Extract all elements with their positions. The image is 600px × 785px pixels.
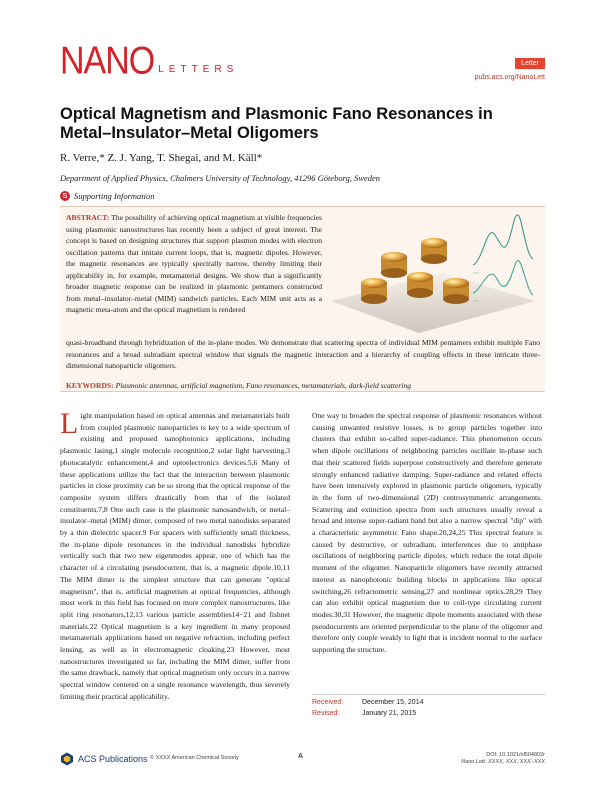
pentamer-disk-2 bbox=[421, 238, 447, 264]
journal-header bbox=[60, 40, 545, 82]
revised-row bbox=[312, 710, 545, 717]
received-row bbox=[312, 699, 545, 706]
acs-publications-logo[interactable] bbox=[60, 752, 148, 766]
copyright: © XXXX American Chemical Society bbox=[150, 755, 239, 761]
supporting-info-icon: S bbox=[60, 191, 70, 201]
acs-hexagon-icon bbox=[60, 752, 74, 766]
left-column-text: ight manipulation based on optical antennas and metamaterials built from coupled plasmonic nanoparticles is key to a wide spectrum of existing and proposed nanophotonics applications, including plasmonic lasing,1 single molecule recognition,2 solar light harvesting,3 photocatalytic enhancement,4 and optoelectronics devices.5,6 Many of these applications utilize the fact that the interaction between plasmonic particles in close proximity can be so strong that the optical response of the composite system differs drastically from that of the isolated constituents.7,8 One such case is the plasmonic nanosandwich, or metal–insulator–metal (MIM) dimer, composed of two metal nanodisks separated by a thin dielectric spacer.9 For spacers with sufficiently small thickness, the in-plane dipole resonances in the individual nanodisks hybridize vertically such that two new eigenmodes appear, one of which has the character of a circulating pseudocurrent, that is, a magnetic dipole.10,11 The MIM dimer is the simplest structure that can generate "optical magnetism", that is, artificial magnetism at optical frequencies, although most work in this field has focused on more complex nanostructures, like split ring resonators,12,13 various particle assemblies14−21 and fishnet materials.22 Optical magnetism is a key ingredient in many proposed metamaterials applications based on negative refraction, including perfect lensing, as well as in electromagnetic cloaking.23 However, most nanostructures investigated so far, including the MIM dimer, suffer from the same drawback, namely that optical magnetism only occurs in a narrow spectral window centered on a single resonance wavelength, thus severely limiting their practical applicability. bbox=[60, 411, 290, 701]
article-type-badge: Letter bbox=[515, 58, 545, 69]
article-title: Optical Magnetism and Plasmonic Fano Resonances in Metal–Insulator–Metal Oligomers bbox=[60, 105, 493, 142]
keywords bbox=[66, 381, 540, 390]
body-column-left bbox=[60, 407, 290, 703]
supporting-info-label: Supporting Information bbox=[74, 191, 155, 201]
pentamer-disk-5 bbox=[443, 278, 469, 304]
article-dates bbox=[312, 694, 545, 721]
journal-logo[interactable] bbox=[60, 39, 239, 83]
keywords-list: Plasmonic antennas, artificial magnetism, Fano resonances, metamaterials, dark-field scattering bbox=[115, 381, 412, 390]
acs-publications-label: ACS Publications bbox=[78, 754, 148, 764]
page-footer bbox=[60, 748, 545, 768]
supporting-info-link[interactable] bbox=[60, 191, 155, 201]
page-number: A bbox=[298, 753, 304, 760]
abstract-text-upper bbox=[66, 212, 322, 316]
keywords-label: KEYWORDS: bbox=[66, 381, 114, 390]
received-date: December 15, 2014 bbox=[362, 699, 424, 706]
journal-url-link[interactable]: pubs.acs.org/NanoLett bbox=[474, 74, 545, 81]
doi-link[interactable]: DOI: 10.1021/nl504802r bbox=[486, 752, 545, 758]
body-column-right: One way to broaden the spectral response of plasmonic resonances without causing unwanted resistive losses, is to group particles together into clusters that exhibit so-called super-radiance. This phenomenon occurs when dipole oscillations of neighboring particles oscillate in-phase such that their scattered fields superpose constructively and therefore generate strongly enhanced radiative damping. Super-radiance and related effects have been intensively explored in plasmonic particle oligomers, typically in the form of two-dimensional (2D) centrosymmetric arrangements. Scattering and extinction spectra from such structures usually reveal a broad and intense super-radiant band but also a narrow spectral "dip" with a characteristic asymmetric Fano shape.20,24,25 This spectral feature is caused by destructive, or subradiant, interferences due to antiphase oscillations of neighboring particle dipoles, which reduce the total dipole moment of the oligomer. Nanoparticle oligomers have recently attracted interest as nanophotonic building blocks in applications like optical switching,26 refractometric sensing,27 and nonlinear optics.28,29 They can also exhibit optical magnetism due to coil-type circulating current modes.30,31 However, the magnetic dipole moments associated with these pseudocurrents are oriented perpendicular to the plane of the oligomer and therefore only couple weakly to light that is incident normal to the surface supporting the structure. bbox=[312, 411, 542, 655]
drop-cap: L bbox=[60, 407, 79, 440]
author-list[interactable]: R. Verre,* Z. J. Yang, T. Shegai, and M. Käll* bbox=[60, 152, 263, 164]
toc-graphic bbox=[323, 213, 537, 335]
revised-label: Revised: bbox=[312, 710, 340, 717]
abstract-text-lower: quasi-broadband through hybridization of the in-plane modes. We demonstrate that scattering spectra of individual MIM pentamers exhibit multiple Fano resonances and a broad subradiant spectral window that signals the magnetic interaction and a hierarchy of coupling effects in these intricate three-dimensional nanoparticle oligomers. bbox=[66, 338, 540, 370]
logo-nano: NANO bbox=[60, 39, 155, 83]
abstract-section bbox=[60, 206, 545, 392]
affiliation: Department of Applied Physics, Chalmers University of Technology, 41296 Göteborg, Sweden bbox=[60, 173, 381, 183]
received-label: Received: bbox=[312, 699, 344, 706]
pentamer-disk-4 bbox=[407, 272, 433, 298]
journal-citation: Nano Lett. XXXX, XXX, XXX−XXX bbox=[461, 759, 545, 765]
pentamer-disk-3 bbox=[361, 278, 387, 304]
pentamer-disk-1 bbox=[381, 252, 407, 278]
revised-date: January 21, 2015 bbox=[362, 710, 417, 717]
abstract-body-1: The possibility of achieving optical magnetism at visible frequencies using plasmonic nanostructures has recently been a subject of great interest. The concept is based on designing structures that support plasmon modes with electron oscillation patterns that imitate current loops, that is, magnetic dipoles. However, the magnetic resonances are typically spectrally narrow, thereby limiting their applicability in, for example, metamaterial designs. We show that a significantly broader magnetic response can be realized in plasmonic pentamers constructed from metal–insulator–metal (MIM) sandwich particles. Each MIM unit acts as a magnetic meta-atom and the optical magnetism is rendered bbox=[66, 213, 322, 314]
logo-letters: LETTERS bbox=[158, 64, 239, 75]
doi-block bbox=[461, 752, 545, 766]
abstract-label: ABSTRACT: bbox=[66, 213, 110, 222]
